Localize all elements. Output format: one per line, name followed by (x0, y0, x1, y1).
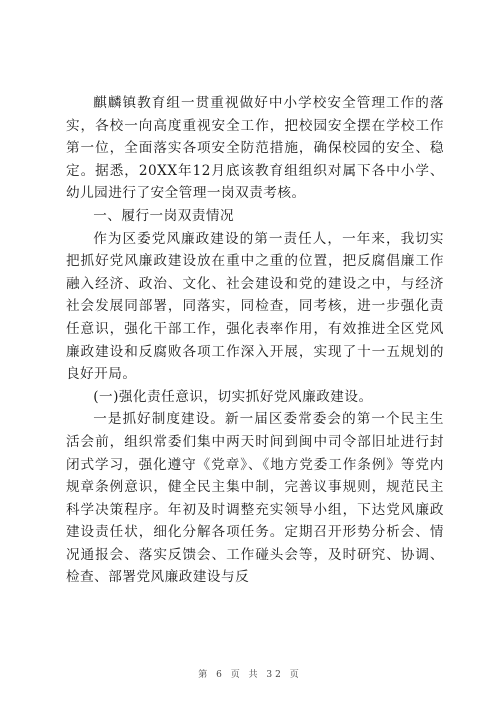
page-footer: 第 6 页 共 32 页 (198, 670, 302, 680)
section-heading: 一、履行一岗双责情况 (93, 207, 235, 224)
paragraph-system-building: 一是抓好制度建设。新一届区委常委会的第一个民主生活会前，组织常委们集中两天时间到闽中司令部旧址进行封闭式学习，强化遵守《党章》、《地方党委工作条例》等党内规章条例意识，健全民主集中制，完善议事规则，规范民主科学决策程序。年初及时调整充实领导小组，下达党风廉政建设责任状，细化分解各项任务。定期召开形势分析会、情况通报会、落实反馈会、工作碰头会等，及时研究、协调、检查、部署党风廉政建设与反 (66, 411, 444, 586)
subsection-heading: (一)强化责任意识，切实抓好党风廉政建设。 (93, 388, 373, 405)
body-text (66, 92, 444, 589)
paragraph-intro: 麒麟镇教育组一贯重视做好中小学校安全管理工作的落实，各校一向高度重视安全工作，把校园安全摆在学校工作第一位，全面落实各项安全防范措施，确保校园的安全、稳定。据悉，20XX年12月底该教育组组织对属下各中小学、幼儿园进行了安全管理一岗双责考核。 (66, 95, 444, 202)
paragraph-responsibility: 作为区委党风廉政建设的第一责任人，一年来，我切实把抓好党风廉政建设放在重中之重的位置，把反腐倡廉工作融入经济、政治、文化、社会建设和党的建设之中，与经济社会发展同部署，同落实，同检查，同考核，进一步强化责任意识，强化干部工作，强化表率作用，有效推进全区党风廉政建设和反腐败各项工作深入开展，实现了十一五规划的良好开局。 (66, 230, 444, 383)
